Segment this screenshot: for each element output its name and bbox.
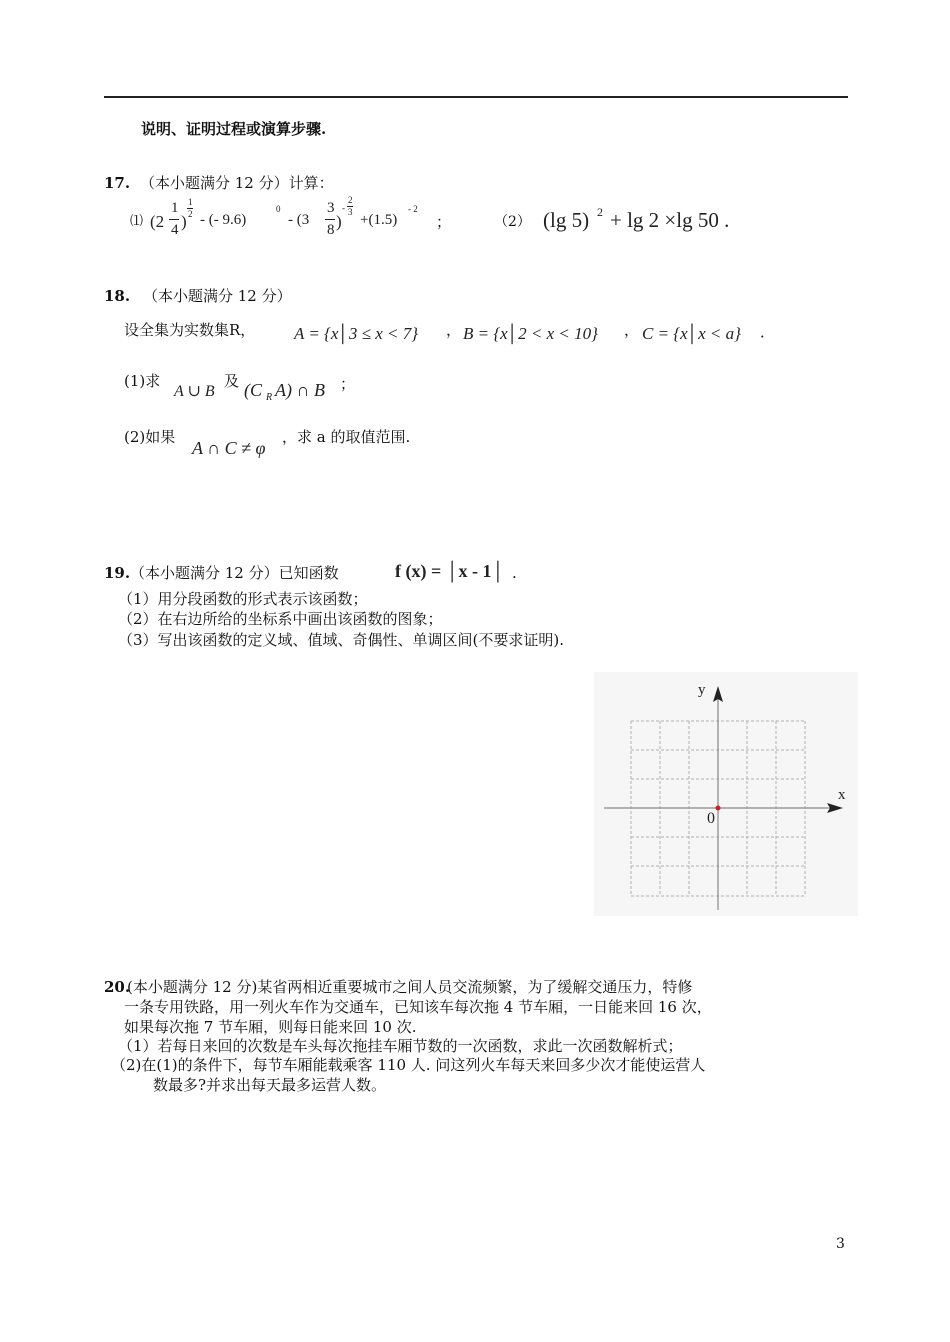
q17-t1-frac-bar xyxy=(169,219,179,220)
q17-t3-exp-sign: - xyxy=(342,203,345,213)
q17-t3-close: ) xyxy=(336,212,342,231)
coordinate-grid xyxy=(594,672,858,916)
q17-t1-den: 4 xyxy=(171,222,179,238)
q17-number: 17. xyxy=(104,174,131,192)
q19-item-3: （3）写出该函数的定义域、值域、奇偶性、单调区间(不要求证明). xyxy=(118,631,565,649)
q18-comp-sub: R xyxy=(266,392,273,403)
q20-number: 20. xyxy=(104,978,131,996)
q18-sep1: ， xyxy=(446,321,462,339)
q17-t3-exp-den: 3 xyxy=(348,207,353,217)
q19-header: （本小题满分 12 分）已知函数 xyxy=(130,564,339,582)
header-rule xyxy=(104,96,848,98)
q17-t1-exp-den: 2 xyxy=(188,209,193,219)
q18-number: 18. xyxy=(104,287,131,305)
y-axis-label: y xyxy=(698,682,706,698)
q18-part2-expression: A ∩ C ≠ φ xyxy=(192,438,266,458)
q18-part1-complement xyxy=(244,377,354,405)
q18-sep3: ． xyxy=(760,323,776,341)
q17-t3-den: 8 xyxy=(327,222,335,238)
q18-set-a: A = {x│3 ≤ x < 7} xyxy=(294,324,419,343)
q18-part1-and: 及 xyxy=(224,372,240,390)
q17-part1-label: ⑴ xyxy=(130,214,144,229)
q19-item-2: （2）在右边所给的坐标系中画出该函数的图象； xyxy=(118,610,443,628)
page-number: 3 xyxy=(836,1236,845,1252)
coordinate-grid-svg xyxy=(594,672,858,916)
q18-set-c: C = {x│x < a} xyxy=(642,324,741,343)
q17-t1-open: (2 xyxy=(150,212,165,231)
q18-comp-rest: A) ∩ B xyxy=(275,380,325,400)
q17-part1-expression xyxy=(130,195,480,251)
q18-given: 设全集为实数集R， xyxy=(124,321,256,339)
q17-header: （本小题满分 12 分）计算： xyxy=(140,174,334,192)
q20-line-2: 一条专用铁路，用一列火车作为交通车，已知该车每次拖 4 节车厢，一日能来回 16 次， xyxy=(124,998,712,1016)
q18-part2-label: (2)如果 xyxy=(124,428,176,446)
q19-item-1: （1）用分段函数的形式表示该函数； xyxy=(118,590,368,608)
q17-t1-exp-num: 1 xyxy=(188,197,193,207)
q17-t4-exp: - 2 xyxy=(408,204,418,214)
intro-text: 说明、证明过程或演算步骤. xyxy=(141,120,327,138)
q17-t1-close: ) xyxy=(181,212,187,231)
q17-t3-exp-num: 2 xyxy=(348,195,353,205)
q18-header: （本小题满分 12 分） xyxy=(143,287,292,305)
q18-comp-open: (C xyxy=(244,380,262,400)
q19-number: 19. xyxy=(104,564,131,582)
x-axis-label: x xyxy=(838,787,846,803)
q17-t3-frac-bar xyxy=(325,219,335,220)
q20-line-3: 如果每次拖 7 节车厢，则每日能来回 10 次. xyxy=(124,1018,417,1036)
q20-part-1: （1）若每日来回的次数是车头每次拖挂车厢节数的一次函数，求此一次函数解析式； xyxy=(118,1037,683,1055)
q17-p2-a: (lg 5) xyxy=(543,208,590,232)
q18-part2-end: ，求 a 的取值范围. xyxy=(282,428,411,446)
origin-label: 0 xyxy=(707,810,715,827)
q17-t1-num: 1 xyxy=(171,200,179,216)
q19-function-end: . xyxy=(512,564,517,582)
q19-function: f (x) = │x - 1│ xyxy=(395,561,505,581)
q17-part2-expression xyxy=(543,205,743,237)
q18-part1-end: ； xyxy=(340,375,356,393)
q17-part2-label: （2） xyxy=(494,214,531,230)
q18-set-b: B = {x│2 < x < 10} xyxy=(463,324,598,343)
q17-t3-num: 3 xyxy=(327,200,335,216)
q20-part-2-cont: 数最多?并求出每天最多运营人数。 xyxy=(153,1076,387,1094)
q17-p2-a-exp: 2 xyxy=(597,205,603,219)
q17-part1-end: ； xyxy=(436,213,452,231)
q18-part1-label: (1)求 xyxy=(124,372,161,390)
q18-part1-union: A ∪ B xyxy=(174,383,215,400)
q17-p2-b: + lg 2 ×lg 50 . xyxy=(610,208,730,232)
q17-t4: +(1.5) xyxy=(360,212,398,228)
origin-point xyxy=(716,806,721,811)
q20-line-1: (本小题满分 12 分)某省两相近重要城市之间人员交流频繁，为了缓解交通压力，特修 xyxy=(127,978,693,996)
q18-sep2: ， xyxy=(624,321,640,339)
q17-t3-open: - (3 xyxy=(288,212,310,228)
q20-part-2: （2)在(1)的条件下，每节车厢能载乘客 110 人. 问这列火车每天来回多少次才能使运营人 xyxy=(111,1056,706,1074)
q17-t2: - (- 9.6) xyxy=(200,212,247,228)
q17-t2-exp: 0 xyxy=(276,204,281,214)
